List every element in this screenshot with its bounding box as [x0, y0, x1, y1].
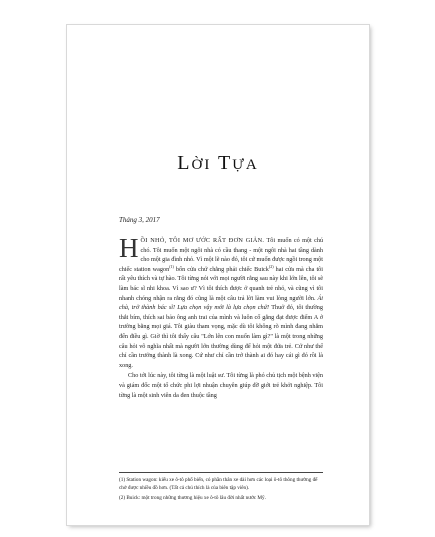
footnote-2: (2) Buick: một trong những thương hiệu xe ô-tô lâu đời nhất nước Mỹ.	[119, 495, 266, 501]
paragraph-2: Cho tới lúc này, tôi từng là một luật sư. Tôi từng là phó chủ tịch một bệnh viện và giám đốc một tổ chức phi lợi nhuận chuyên giúp đỡ giới trẻ khởi nghiệp. Tôi từng là một sinh viên da đen thuộc tầng	[119, 372, 323, 399]
paragraph-1	[119, 233, 324, 370]
footnote-divider	[119, 472, 323, 473]
paragraph-1-italic: Ái chà, trở thành bác sĩ! Lựa chọn vậy mới là lựa chọn chứ!	[119, 294, 323, 312]
book-page	[67, 25, 369, 525]
chapter-date: Tháng 3, 2017	[119, 216, 160, 224]
footnote-1: (1) Station wagon: kiểu xe ô-tô phổ biến, có phần thân xe dài hơn các loại ô-tô thông thường để chở được nhiều đồ hơn. (Tất cả chú thích là của biên tập viên).	[119, 477, 318, 491]
lead-in-caps: ỒI NHỎ, TÔI MƠ ƯỚC RẤT ĐƠN GIẢN.	[140, 237, 265, 244]
footnotes	[119, 476, 323, 504]
title-word-2-cap: T	[217, 152, 233, 174]
title-word-1-rest: ỜI	[191, 157, 212, 173]
paragraph-1-text-b: bốn cửa chứ chẳng phải chiếc Buick	[173, 265, 269, 273]
title-word-2-rest: ỰA	[232, 157, 259, 173]
footnote-ref-2: (2)	[268, 263, 274, 269]
paragraph-1-text-a: Tôi muốn có một chú chó. Tôi muốn một ngôi nhà có cầu thang - một ngôi nhà hai tầng dành cho một gia đình nhỏ. Vì một lẽ nào đó, tôi cứ muốn được ngồi trong một chiếc station wagon	[119, 237, 324, 273]
chapter-title	[67, 152, 369, 175]
paragraph-1-text-d: Thuở đó, tôi thường thắt bím, thích sai bảo ông anh trai của mình và luôn cố gắng đạt được điểm A ở trường bằng mọi giá. Tôi giàu tham vọng, mặc dù tôi không rõ mình đang nhắm đến điều gì. Giờ thì tôi thấy câu "Lớn lên con muốn làm gì?" là một trong những câu hỏi vô nghĩa nhất mà người lớn thường dùng để hỏi một đứa trẻ. Cứ như thể chỉ cần trưởng thành là xong. Cứ như chỉ cần trở thành ai đó hay cái gì đó rồi là xong.	[119, 304, 323, 369]
drop-cap: H	[119, 233, 139, 263]
title-word-1-cap: L	[177, 152, 192, 174]
body-text	[119, 233, 324, 400]
paragraph-1-text-c: hai cửa mà cha tôi rất yêu thích và tự hào. Tôi từng nói với mọi người rằng sau này khi lớn lên, tôi sẽ làm bác sĩ nhi khoa. Vì sao ư? Vì tôi thích được ở quanh trẻ nhỏ, và cũng vì tôi nhanh chóng nhận ra rằng đó cũng là một câu trả lời làm vui lòng người lớn.	[119, 265, 323, 302]
footnote-ref-1: (1)	[169, 263, 174, 269]
